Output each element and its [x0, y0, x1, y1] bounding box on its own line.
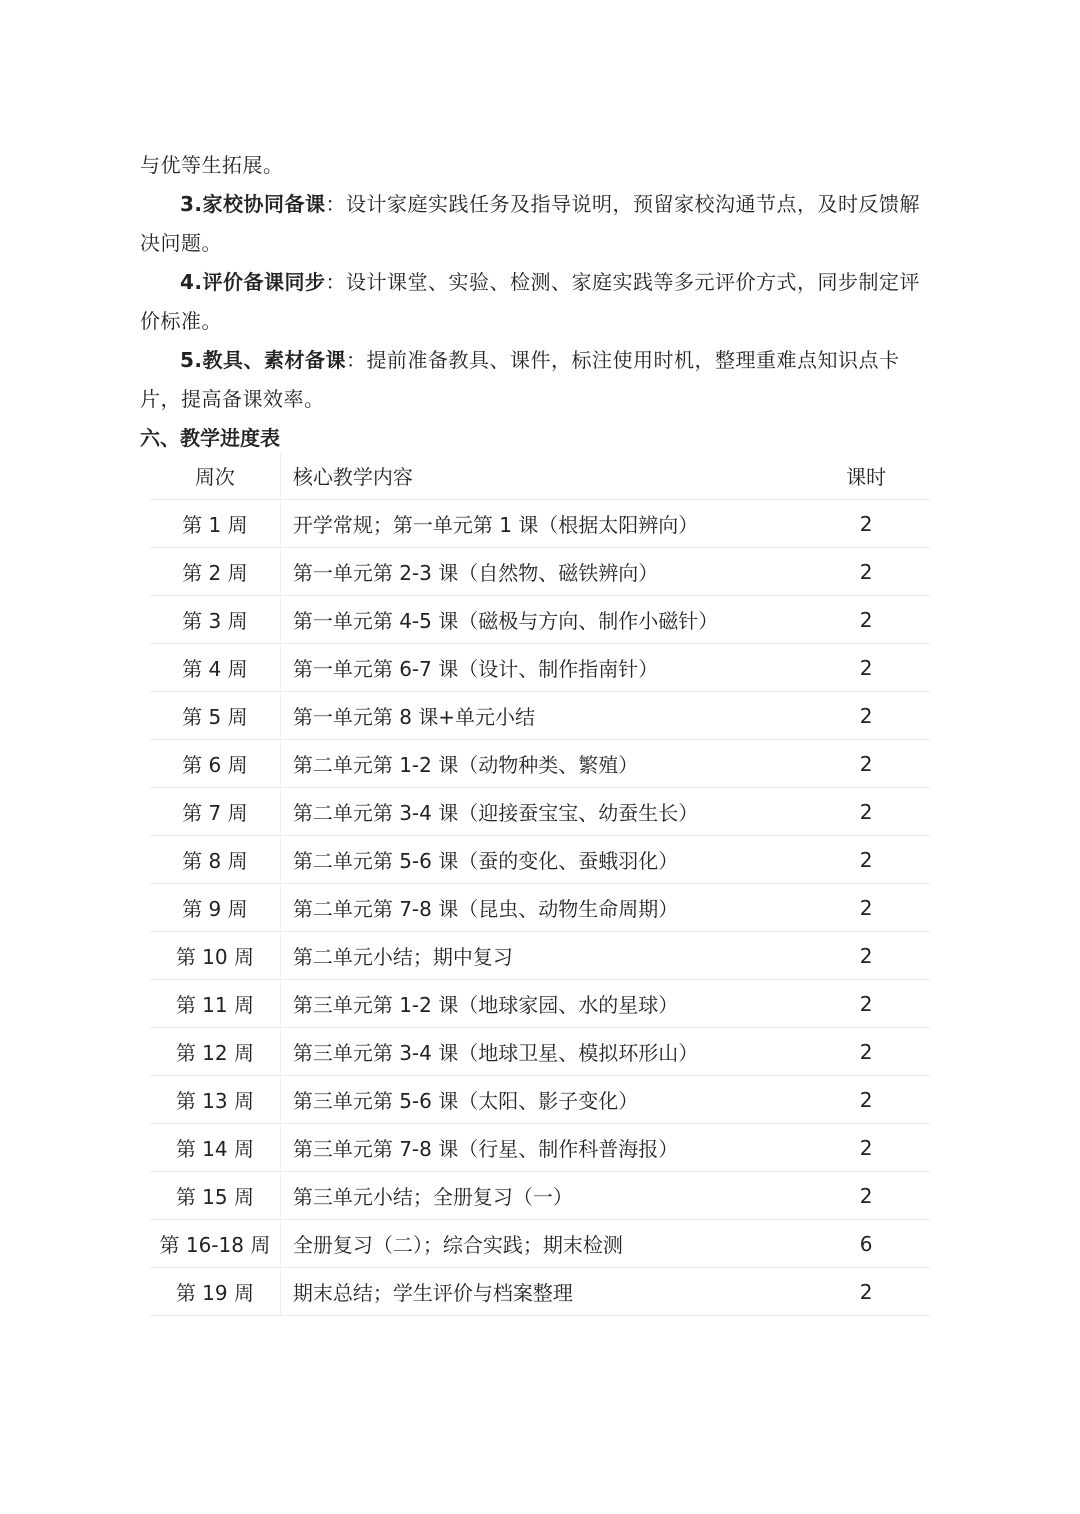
cell-week: 第 12 周 [150, 1028, 280, 1076]
cell-content: 开学常规；第一单元第 1 课（根据太阳辨向） [280, 500, 802, 548]
cell-week: 第 5 周 [150, 692, 280, 740]
table-row [150, 1268, 930, 1316]
schedule-table [150, 452, 930, 1316]
table-row [150, 836, 930, 884]
cell-content: 第一单元第 2-3 课（自然物、磁铁辨向） [280, 548, 802, 596]
cell-content: 第二单元第 5-6 课（蚕的变化、蚕蛾羽化） [280, 836, 802, 884]
cell-hours: 2 [802, 1172, 930, 1220]
cell-week: 第 9 周 [150, 884, 280, 932]
cell-hours: 2 [802, 500, 930, 548]
cell-hours: 2 [802, 692, 930, 740]
paragraph-body: ：设计课堂、实验、检测、家庭实践等多元评价方式，同步制定评价标准。 [140, 270, 921, 333]
cell-content: 第二单元第 7-8 课（昆虫、动物生命周期） [280, 884, 802, 932]
cell-week: 第 4 周 [150, 644, 280, 692]
table-row [150, 1124, 930, 1172]
paragraph-home-school [140, 185, 940, 263]
cell-content: 第一单元第 8 课+单元小结 [280, 692, 802, 740]
cell-content: 第二单元第 3-4 课（迎接蚕宝宝、幼蚕生长） [280, 788, 802, 836]
table-row [150, 548, 930, 596]
header-week: 周次 [150, 452, 280, 500]
cell-week: 第 19 周 [150, 1268, 280, 1316]
paragraph-evaluation [140, 263, 940, 341]
paragraph-materials [140, 341, 940, 419]
cell-content: 全册复习（二）；综合实践；期末检测 [280, 1220, 802, 1268]
cell-hours: 2 [802, 1268, 930, 1316]
paragraph-body: ：设计家庭实践任务及指导说明，预留家校沟通节点，及时反馈解决问题。 [140, 192, 921, 255]
cell-week: 第 10 周 [150, 932, 280, 980]
cell-week: 第 1 周 [150, 500, 280, 548]
cell-hours: 2 [802, 1028, 930, 1076]
table-row [150, 788, 930, 836]
cell-hours: 2 [802, 740, 930, 788]
table-row [150, 1220, 930, 1268]
cell-hours: 6 [802, 1220, 930, 1268]
table-row [150, 692, 930, 740]
paragraph-continuation [140, 146, 940, 185]
cell-week: 第 7 周 [150, 788, 280, 836]
table-row [150, 1172, 930, 1220]
cell-hours: 2 [802, 596, 930, 644]
table-row [150, 980, 930, 1028]
cell-content: 第一单元第 6-7 课（设计、制作指南针） [280, 644, 802, 692]
cell-content: 期末总结；学生评价与档案整理 [280, 1268, 802, 1316]
table-row [150, 932, 930, 980]
cell-week: 第 13 周 [150, 1076, 280, 1124]
cell-week: 第 3 周 [150, 596, 280, 644]
cell-week: 第 14 周 [150, 1124, 280, 1172]
table-row [150, 1028, 930, 1076]
cell-hours: 2 [802, 788, 930, 836]
cell-content: 第二单元第 1-2 课（动物种类、繁殖） [280, 740, 802, 788]
cell-content: 第二单元小结；期中复习 [280, 932, 802, 980]
cell-week: 第 8 周 [150, 836, 280, 884]
table-row [150, 500, 930, 548]
table-row [150, 596, 930, 644]
cell-week: 第 15 周 [150, 1172, 280, 1220]
cell-week: 第 2 周 [150, 548, 280, 596]
cell-hours: 2 [802, 644, 930, 692]
header-hours: 课时 [802, 452, 930, 500]
cell-hours: 2 [802, 932, 930, 980]
cell-hours: 2 [802, 836, 930, 884]
cell-hours: 2 [802, 980, 930, 1028]
cell-hours: 2 [802, 884, 930, 932]
cell-content: 第一单元第 4-5 课（磁极与方向、制作小磁针） [280, 596, 802, 644]
cell-week: 第 6 周 [150, 740, 280, 788]
cell-content: 第三单元第 1-2 课（地球家园、水的星球） [280, 980, 802, 1028]
paragraph-heading: 5.教具、素材备课 [180, 348, 347, 372]
paragraph-heading: 4.评价备课同步 [180, 270, 326, 294]
paragraph-body: ：提前准备教具、课件，标注使用时机，整理重难点知识点卡片，提高备课效率。 [140, 348, 900, 411]
table-row [150, 644, 930, 692]
cell-week: 第 16-18 周 [150, 1220, 280, 1268]
cell-content: 第三单元小结；全册复习（一） [280, 1172, 802, 1220]
cell-content: 第三单元第 3-4 课（地球卫星、模拟环形山） [280, 1028, 802, 1076]
cell-content: 第三单元第 5-6 课（太阳、影子变化） [280, 1076, 802, 1124]
cell-week: 第 11 周 [150, 980, 280, 1028]
paragraph-text: 与优等生拓展。 [140, 153, 284, 177]
cell-hours: 2 [802, 548, 930, 596]
cell-hours: 2 [802, 1076, 930, 1124]
table-header-row [150, 452, 930, 500]
table-row [150, 1076, 930, 1124]
cell-hours: 2 [802, 1124, 930, 1172]
header-content: 核心教学内容 [280, 452, 802, 500]
table-row [150, 884, 930, 932]
table-row [150, 740, 930, 788]
paragraph-heading: 3.家校协同备课 [180, 192, 326, 216]
cell-content: 第三单元第 7-8 课（行星、制作科普海报） [280, 1124, 802, 1172]
section-title: 六、教学进度表 [140, 426, 280, 450]
